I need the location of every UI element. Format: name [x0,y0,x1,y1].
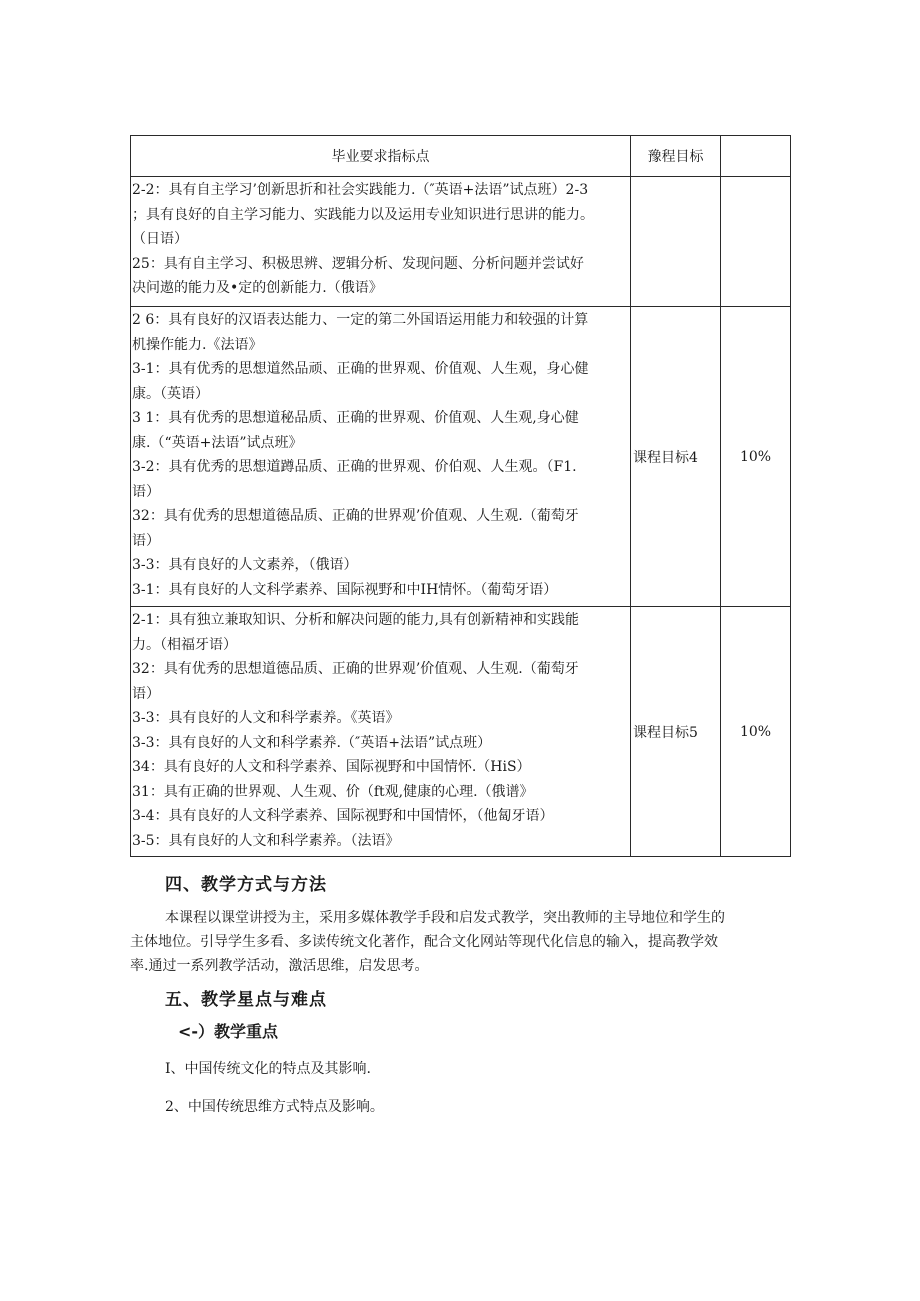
requirement-line: 决问遨的能力及•定的创新能力.（俄语》 [132,280,383,296]
paragraph-line: 本课程以课堂讲授为主，采用多媒体教学手段和启发式教学，突出教师的主导地位和学生的 [165,910,725,926]
header-weight [721,136,791,177]
teaching-methods-paragraph [130,906,790,978]
requirement-line: 34：具有良好的人文和科学素养、国际视野和中国情怀.（HiS） [132,759,531,775]
requirement-line: 2-2：具有自主学习’创新思折和社会实践能力.（″英语+法语”试点班）2-3 [132,182,589,198]
section-heading-key-points: 五、教学星点与难点 [165,990,327,1010]
paragraph-line: 率.通过一系列教学活动，激活思维，启发思考。 [130,958,429,974]
requirement-line: 力。（相福牙语） [132,636,237,653]
weight-cell: 10% [721,307,791,607]
requirement-line: 3-1：具有优秀的思想道然品顽、正确的世界观、价值观、人生观，身心健 [132,361,589,377]
requirement-line: 3-3：具有良好的人文素养，（俄语） [132,557,358,573]
course-goal-cell [631,177,721,307]
requirement-line: （日语） [132,231,188,247]
list-item: I、中国传统文化的特点及其影响. [165,1061,371,1077]
requirement-line: 32：具有优秀的思想道德品质、正确的世界观’价值观、人生观.（葡萄牙 [132,661,579,677]
course-goal-cell: 课程目标5 [631,607,721,857]
section-heading-teaching-methods: 四、教学方式与方法 [165,875,327,895]
paragraph-line: 主体地位。引导学生多看、多读传统文化著作，配合文化网站等现代化信息的输入，提高教学效 [130,934,718,950]
requirement-line: 机操作能力.《法语》 [132,336,263,353]
requirement-line: 3-2：具有优秀的思想道蹲品质、正确的世界观、价伯观、人生观。（F1. [132,459,577,475]
requirement-line: 31：具有正确的世界观、人生观、价（ft观,健康的心理.（俄谱》 [132,783,534,800]
requirement-cell [131,607,631,857]
requirement-line: 25：具有自主学习、积极思辨、逻辑分析、发现问题、分析问题并尝试好 [132,255,584,272]
requirement-line: 2-1：具有独立兼取知识、分析和解决问题的能力,具有创新精神和实践能 [132,612,579,628]
requirement-line: 康.（“英语+法语”试点班》 [132,434,303,451]
requirement-cell [131,307,631,607]
requirement-line: 3-3：具有良好的人文和科学素养。《英语》 [132,710,400,726]
course-goal-cell: 课程目标4 [631,307,721,607]
requirement-line: 康。（英语） [132,385,209,402]
requirement-line: 3 1：具有优秀的思想道秘品质、正确的世界观、价值观、人生观,身心健 [132,410,579,426]
requirement-line: 2 6：具有良好的汉语表达能力、一定的第二外国语运用能力和较强的计算 [132,312,589,328]
sub-heading-teaching-focus: <-）教学重点 [178,1022,279,1041]
requirement-line: ；具有良好的自主学习能力、实践能力以及运用专业知识进行思讲的能力。 [132,206,594,223]
requirement-line: 3-3：具有良好的人文和科学素养.（″英语+法语”试点班） [132,734,492,751]
table-header-row [131,136,791,177]
header-requirement: 毕业要求指标点 [131,136,631,177]
list-item: 2、中国传统思维方式特点及影响。 [165,1099,384,1115]
table-row [131,607,791,857]
header-course-goal: 豫程目标 [631,136,721,177]
requirement-cell [131,177,631,307]
requirement-line: 语） [132,483,160,500]
requirement-line: 语） [132,685,160,702]
table-row [131,307,791,607]
table-row [131,177,791,307]
requirement-line: 语） [132,532,160,549]
requirement-line: 3-4：具有良好的人文科学素养、国际视野和中国情怀，（他匐牙语） [132,808,554,824]
requirement-line: 3-1：具有良好的人文科学素养、国际视野和中IH情怀。（葡萄牙语） [132,581,558,598]
graduation-requirements-table [130,135,791,857]
requirement-line: 3-5：具有良好的人文和科学素养。（法语》 [132,832,400,849]
weight-cell: 10% [721,607,791,857]
requirement-line: 32：具有优秀的思想道德品质、正确的世界观’价值观、人生观.（葡萄牙 [132,508,579,524]
weight-cell [721,177,791,307]
